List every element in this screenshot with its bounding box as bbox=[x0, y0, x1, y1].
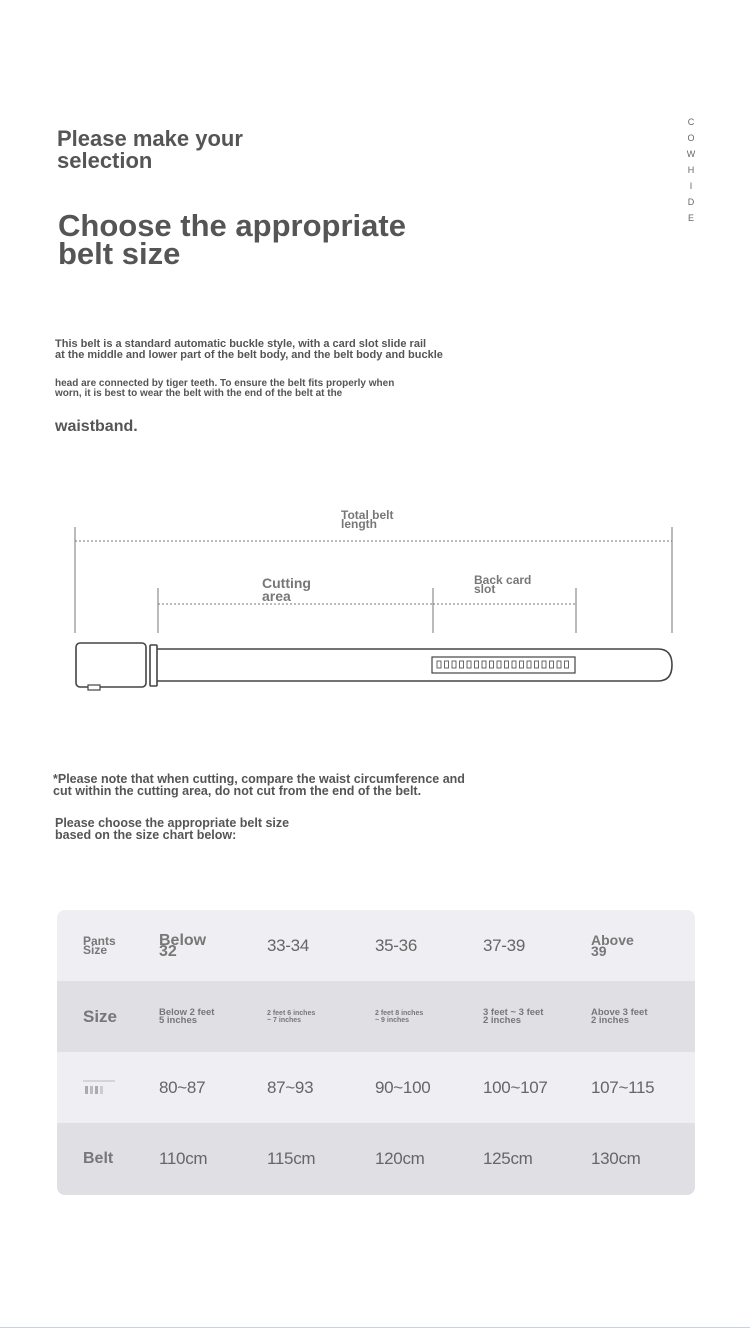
table-cell: 125cm bbox=[483, 1148, 533, 1168]
table-cell: 37-39 bbox=[483, 935, 525, 955]
heading-select: Please make your selection bbox=[57, 126, 243, 173]
table-cell: 33-34 bbox=[267, 935, 309, 955]
cutting-area-label: Cutting area bbox=[262, 575, 311, 604]
size-table bbox=[57, 910, 695, 1195]
size-chart-note: Please choose the appropriate belt size based on the size chart below: bbox=[55, 816, 290, 842]
tag-letter: C bbox=[687, 117, 695, 127]
table-row-size bbox=[57, 981, 695, 1052]
table-cell: 2 feet 6 inches ~ 7 inches bbox=[267, 1009, 316, 1024]
row-head: Pants Size bbox=[83, 933, 116, 957]
row-head: Size bbox=[83, 1006, 118, 1026]
row-head: Belt bbox=[83, 1149, 114, 1167]
description-line-3: waistband. bbox=[55, 418, 138, 435]
waist-glyph-icon bbox=[83, 1079, 117, 1097]
table-cell: Above 3 feet 2 inches bbox=[591, 1006, 648, 1026]
tag-letter: D bbox=[687, 197, 695, 207]
table-cell: 120cm bbox=[375, 1148, 425, 1168]
buckle-clip bbox=[150, 645, 157, 686]
table-cell: 90~100 bbox=[375, 1077, 431, 1097]
table-cell: 80~87 bbox=[159, 1077, 206, 1097]
tag-letter: E bbox=[687, 213, 694, 223]
table-cell: 130cm bbox=[591, 1148, 641, 1168]
table-cell: Above 39 bbox=[591, 931, 634, 959]
table-cell: 35-36 bbox=[375, 935, 417, 955]
tag-letter: W bbox=[686, 149, 696, 159]
table-cell: 115cm bbox=[267, 1148, 316, 1168]
total-length-label: Total belt length bbox=[341, 508, 394, 531]
table-cell: 87~93 bbox=[267, 1077, 314, 1097]
cutting-note: *Please note that when cutting, compare the waist circumference and cut within the cutting area, do not cut from the end of the belt. bbox=[53, 772, 465, 798]
table-cell: Below 2 feet 5 inches bbox=[159, 1006, 215, 1026]
cowhide-vertical-tag bbox=[684, 118, 698, 222]
buckle-tab bbox=[88, 685, 100, 690]
table-cell: Below 32 bbox=[159, 931, 207, 960]
heading-choose-size: Choose the appropriate belt size bbox=[58, 208, 406, 271]
table-row-waist bbox=[57, 1052, 695, 1123]
back-slot-label: Back card slot bbox=[474, 573, 532, 596]
table-cell: 107~115 bbox=[591, 1077, 655, 1097]
belt-strap bbox=[156, 649, 672, 681]
description-line-1: This belt is a standard automatic buckle style, with a card slot slide rail at the middle and lower part of the belt body, and the belt body and buckle bbox=[55, 338, 443, 361]
tag-letter: I bbox=[689, 181, 693, 191]
table-row-belt bbox=[57, 1123, 695, 1195]
tag-letter: H bbox=[687, 165, 695, 175]
tag-letter: O bbox=[687, 133, 695, 143]
bottom-divider bbox=[0, 1327, 750, 1328]
table-cell: 2 feet 8 inches ~ 9 inches bbox=[375, 1009, 424, 1024]
table-cell: 3 feet ~ 3 feet 2 inches bbox=[483, 1006, 544, 1026]
table-cell: 110cm bbox=[159, 1148, 208, 1168]
buckle bbox=[76, 643, 146, 687]
table-row-pants-size bbox=[57, 910, 695, 981]
row-head-icon bbox=[83, 1052, 153, 1123]
table-cell: 100~107 bbox=[483, 1077, 548, 1097]
description-line-2: head are connected by tiger teeth. To ensure the belt fits properly when worn, it is best to wear the belt with the end of the belt at the bbox=[55, 378, 395, 399]
